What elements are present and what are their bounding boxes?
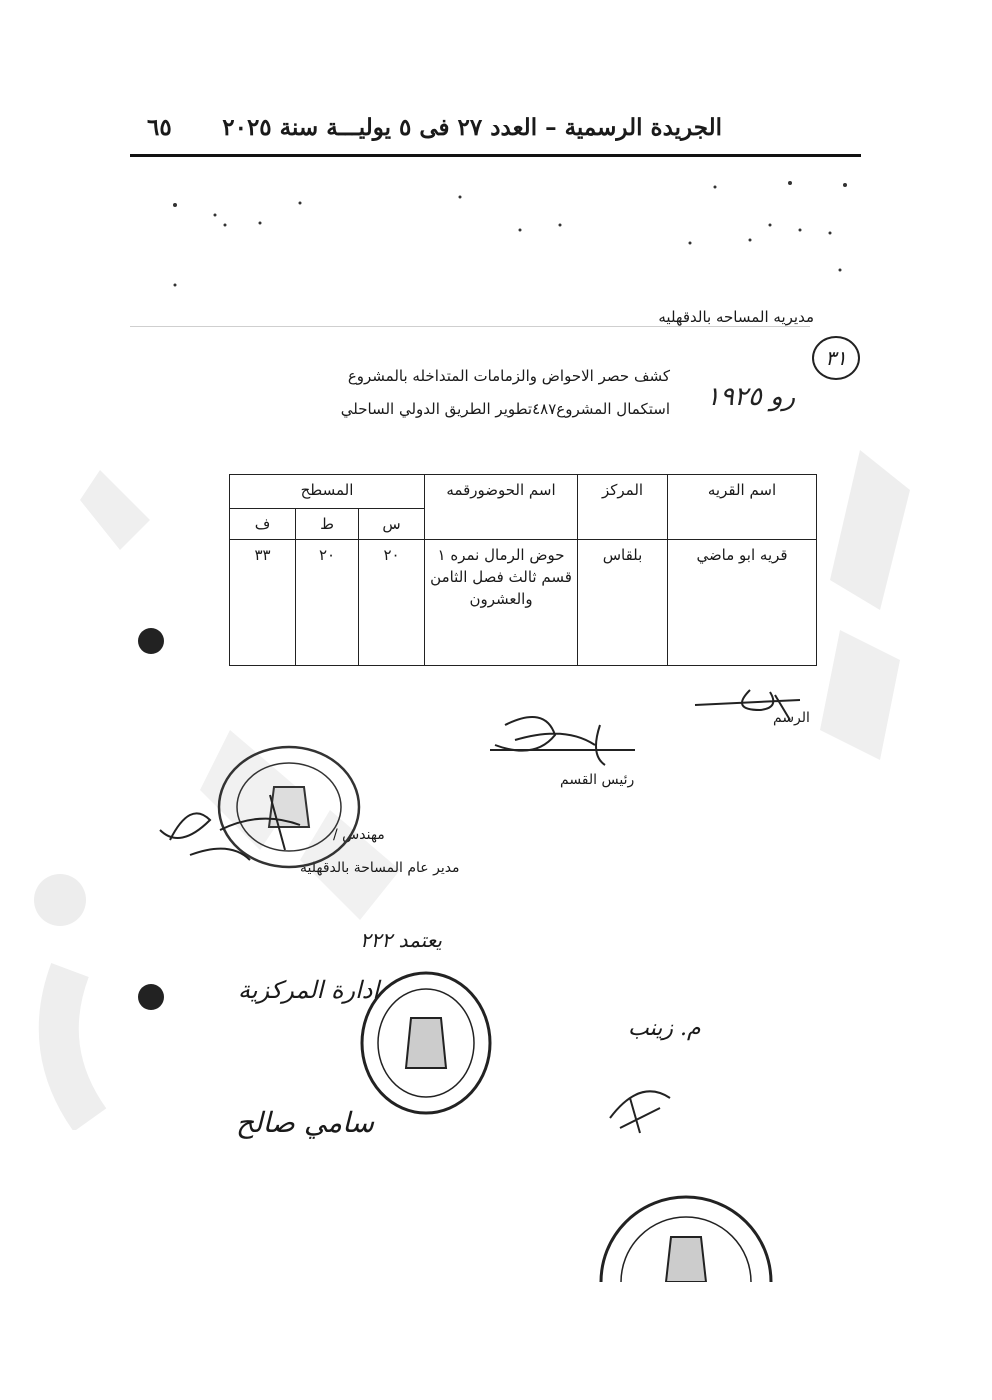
gazette-header-title: الجريدة الرسمية – العدد ٢٧ فى ٥ يوليـــة سنة ٢٠٢٥ — [222, 114, 722, 141]
cell-village: قريه ابو ماضي — [668, 540, 817, 666]
handwritten-approval: يعتمد ٢٢٢ — [360, 928, 442, 952]
handwritten-name: سامي صالح — [236, 1106, 375, 1139]
extra-signature — [600, 1078, 680, 1138]
header-unit-s: س — [359, 509, 425, 540]
section-head-label: رئيس القسم — [560, 772, 635, 788]
drafter-label: الرسم — [773, 710, 810, 726]
table-row — [230, 540, 817, 666]
handwritten-admin: ادارة المركزية — [238, 976, 380, 1004]
drafter-signature — [690, 680, 810, 730]
header-divider — [130, 154, 861, 157]
basin-line2: قسم ثالث فصل الثامن — [430, 568, 572, 586]
cell-center: بلقاس — [578, 540, 668, 666]
hand-circled-number — [812, 336, 860, 380]
basins-table — [229, 474, 817, 666]
handwritten-initials: م. زينب — [628, 1016, 701, 1041]
handwritten-reference: رو ١٩٢٥ — [706, 382, 796, 412]
director-label: مدير عام المساحة بالدقهلية — [300, 860, 460, 876]
cabinet-stamp — [596, 1192, 776, 1282]
cell-t: ٢٠ — [296, 540, 359, 666]
header-area: المسطح — [230, 475, 425, 509]
basin-line3: والعشرون — [469, 590, 533, 608]
scan-noise — [150, 175, 860, 295]
basin-line1: حوض الرمال نمره ١ — [437, 546, 565, 564]
header-basin: اسم الحوضورقمه — [425, 475, 578, 540]
cell-basin — [425, 540, 578, 666]
punch-hole-top — [138, 628, 164, 654]
header-unit-f: ف — [230, 509, 296, 540]
punch-hole-bottom — [138, 984, 164, 1010]
faint-divider — [130, 326, 810, 327]
header-unit-t: ط — [296, 509, 359, 540]
header-village: اسم القريه — [668, 475, 817, 540]
document-title-line2: استكمال المشروع٤٨٧تطوير الطريق الدولي الساحلي — [340, 400, 670, 418]
cell-f: ٣٣ — [230, 540, 296, 666]
directorate-name: مديريه المساحه بالدقهليه — [658, 308, 814, 326]
header-center: المركز — [578, 475, 668, 540]
cell-s: ٢٠ — [359, 540, 425, 666]
page-number: ٦٥ — [147, 114, 172, 141]
engineer-signature — [150, 780, 320, 880]
engineer-label: مهندس / — [333, 827, 385, 843]
ministry-stamp — [356, 968, 496, 1118]
document-title-line1: كشف حصر الاحواض والزمامات المتداخله بالمشروع — [347, 367, 670, 385]
section-head-signature — [485, 705, 645, 780]
hand-circle-text: ٣١ — [825, 346, 847, 370]
